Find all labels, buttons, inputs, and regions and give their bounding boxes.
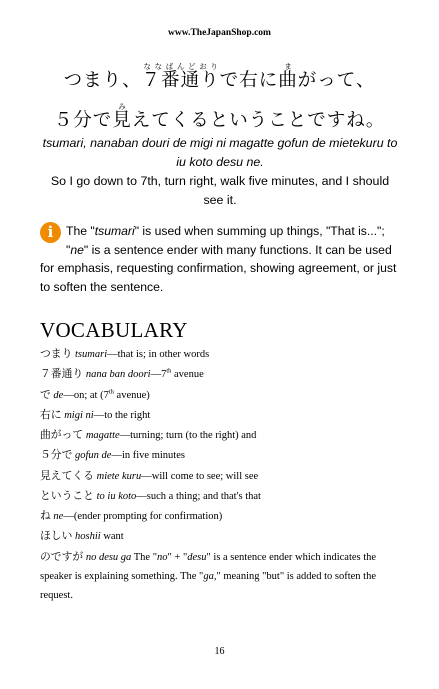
site-url: www.TheJapanShop.com [168, 28, 271, 38]
vocab-jp: ７番通り [40, 367, 84, 381]
note-term: tsumari [94, 224, 135, 238]
furigana: ななばんどおり [141, 62, 220, 71]
jp-segment: えてくるということですね。 [131, 110, 386, 131]
vocab-romaji: migi ni [64, 409, 94, 421]
vocab-jp: ね [40, 509, 51, 522]
vocab-item [40, 364, 400, 384]
vocab-romaji: no desu ga [85, 551, 132, 563]
romaji-sentence: tsumari, nanaban douri de migi ni magatte gofun de mietekuru to iu koto desu ne. [42, 136, 398, 169]
vocab-jp: 曲がって [40, 428, 84, 441]
vocab-definition: " + " [167, 551, 188, 563]
vocab-term: ga, [203, 570, 217, 582]
vocab-sup: th [108, 388, 114, 395]
note-term: ne [70, 242, 84, 257]
japanese-sentence-line-1 [0, 62, 439, 92]
vocab-definition: " meaning "but" is added to soften the request. [40, 570, 376, 601]
vocab-romaji: to iu koto [96, 490, 137, 502]
vocab-romaji: ne [53, 511, 64, 522]
vocab-definition: The " [131, 551, 157, 563]
vocab-item [40, 445, 400, 465]
vocab-definition: —7 [150, 369, 167, 381]
furigana: ま [278, 62, 298, 71]
japanese-sentence-line-2 [0, 102, 439, 132]
vocab-item [40, 425, 400, 445]
vocab-sup: th [166, 367, 172, 375]
vocab-romaji: miete kuru [96, 470, 142, 482]
vocab-item [40, 486, 400, 506]
vocab-item [40, 385, 400, 405]
vocab-definition: —will come to see; will see [141, 470, 259, 482]
vocab-romaji: tsumari [75, 349, 108, 360]
vocab-item [40, 547, 400, 606]
vocab-item [40, 526, 400, 546]
vocab-item [40, 506, 400, 526]
vocab-definition: —that is; in other words [107, 349, 210, 360]
vocab-item [40, 466, 400, 486]
vocab-jp: ということ [40, 488, 94, 502]
jp-ruby-segment: ７番通りななばんどおり [141, 62, 220, 91]
vocab-jp: ほしい [40, 529, 73, 543]
vocab-jp: 右に [40, 407, 62, 421]
jp-segment: つまり、 [63, 70, 142, 91]
vocab-jp: のですが [40, 549, 84, 563]
note-text: " is used when summing up things, "That is..."; " [66, 224, 385, 257]
page-number: 16 [214, 646, 225, 657]
vocab-definition: —on; at (7 [63, 389, 109, 401]
vocab-definition: —in five minutes [111, 450, 185, 462]
note-text: The " [66, 224, 95, 238]
vocab-jp: で [40, 387, 51, 401]
vocab-romaji: de [53, 389, 64, 401]
vocab-definition: want [100, 531, 124, 543]
vocab-romaji: magatte [85, 430, 120, 441]
vocabulary-list [40, 344, 400, 605]
usage-note [40, 222, 400, 296]
vocabulary-heading: VOCABULARY [40, 318, 188, 342]
jp-segment: 右に [239, 70, 279, 91]
info-icon: i [40, 222, 61, 243]
vocab-item [40, 344, 400, 364]
vocab-jp: ５分で [40, 448, 73, 462]
vocab-definition: —turning; turn (to the right) and [119, 430, 257, 441]
jp-segment: がって、 [297, 70, 376, 91]
jp-segment: ５分で [53, 110, 113, 131]
vocab-definition: avenue) [113, 389, 150, 401]
vocab-jp: 見えてくる [40, 468, 94, 482]
vocab-item [40, 405, 400, 425]
note-text: " is a sentence ender with many functions. It can be used for emphasis, requesting confirmation, showing agreement, or just to soften the sentence. [40, 242, 397, 294]
jp-ruby-segment: 見み [112, 102, 132, 131]
furigana: み [112, 102, 132, 111]
vocab-definition: —to the right [93, 409, 151, 421]
vocab-definition: —(ender prompting for confirmation) [63, 511, 223, 522]
english-translation: So I go down to 7th, turn right, walk five minutes, and I should see it. [50, 174, 390, 207]
vocab-romaji: hoshii [75, 531, 101, 543]
jp-ruby-segment: 曲ま [278, 62, 298, 91]
vocab-term: desu [187, 551, 207, 563]
vocab-romaji: nana ban doori [85, 369, 151, 381]
jp-segment: で [219, 70, 240, 91]
vocab-term: no [156, 551, 168, 563]
vocab-romaji: gofun de [75, 450, 112, 462]
vocab-jp: つまり [40, 347, 73, 360]
vocab-definition: avenue [171, 369, 204, 381]
vocab-definition: —such a thing; and that's that [136, 490, 261, 502]
vocab-definition: " is a sentence ender which indicates the speaker is explaining something. The " [40, 551, 377, 582]
